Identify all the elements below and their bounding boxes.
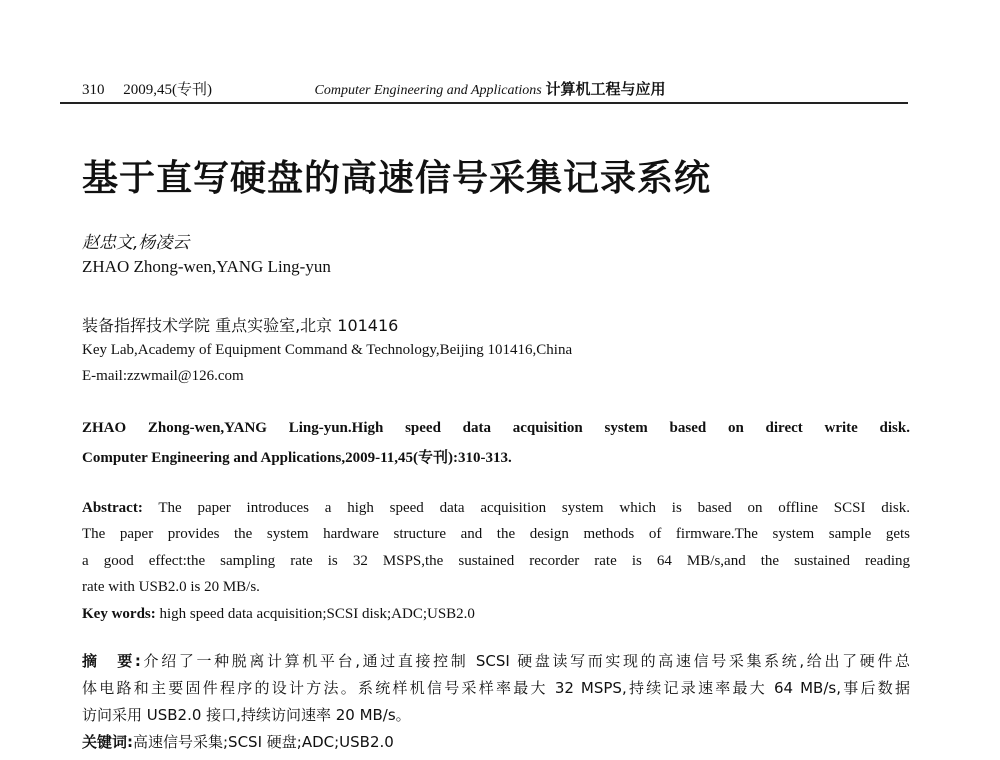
abstract-cn-label: 摘 要: [82, 652, 141, 670]
abstract-label: Abstract: [82, 500, 143, 516]
keywords-cn [82, 731, 394, 752]
keywords-cn-label: 关键词: [82, 733, 133, 751]
citation-line-2: Computer Engineering and Applications,2009-11,45(专刊):310-313. [82, 450, 512, 466]
issue: 2009,45(专刊) [123, 82, 212, 98]
abstract-en-line-3: a good effect:the sampling rate is 32 MSPS,the sustained recorder rate is 64 MB/s,and the sustained reading [82, 553, 910, 569]
keywords-en [82, 606, 475, 623]
keywords-cn-text: 高速信号采集;SCSI 硬盘;ADC;USB2.0 [133, 733, 394, 751]
abstract-cn-line-1 [82, 650, 910, 671]
affiliation-cn: 装备指挥技术学院 重点实验室,北京 101416 [82, 316, 399, 335]
abstract-en-line-4: rate with USB2.0 is 20 MB/s. [82, 579, 260, 595]
journal-name-cn: 计算机工程与应用 [545, 80, 666, 98]
affiliation-en: Key Lab,Academy of Equipment Command & Technology,Beijing 101416,China [82, 342, 573, 358]
abstract-cn-line-3: 访问采用 USB2.0 接口,持续访问速率 20 MB/s。 [82, 706, 411, 724]
paper-title: 基于直写硬盘的高速信号采集记录系统 [82, 157, 712, 199]
abstract-en-line-2: The paper provides the system hardware structure and the design methods of firmware.The system sample gets [82, 526, 910, 542]
keywords-label: Key words: [82, 606, 156, 622]
keywords-text: high speed data acquisition;SCSI disk;ADC;USB2.0 [159, 606, 475, 622]
abstract-cn-text: 介绍了一种脱离计算机平台,通过直接控制 SCSI 硬盘读写而实现的高速信号采集系统,给出了硬件总 [140, 652, 910, 670]
abstract-en-line-1 [82, 500, 910, 517]
email: E-mail:zzwmail@126.com [82, 368, 244, 384]
header-rule [60, 102, 908, 104]
abstract-text: The paper introduces a high speed data acquisition system which is based on offline SCSI disk. [158, 500, 910, 516]
page-number: 310 [82, 82, 105, 98]
authors-cn: 赵忠文,杨凌云 [82, 233, 190, 253]
abstract-cn-line-2: 体电路和主要固件程序的设计方法。系统样机信号采样率最大 32 MSPS,持续记录速率最大 64 MB/s,事后数据 [82, 679, 910, 697]
citation-line-1: ZHAO Zhong-wen,YANG Ling-yun.High speed data acquisition system based on direct write disk. [82, 420, 910, 436]
running-header [82, 78, 666, 99]
journal-name-en: Computer Engineering and Applications [314, 83, 542, 98]
authors-en: ZHAO Zhong-wen,YANG Ling-yun [82, 257, 331, 276]
